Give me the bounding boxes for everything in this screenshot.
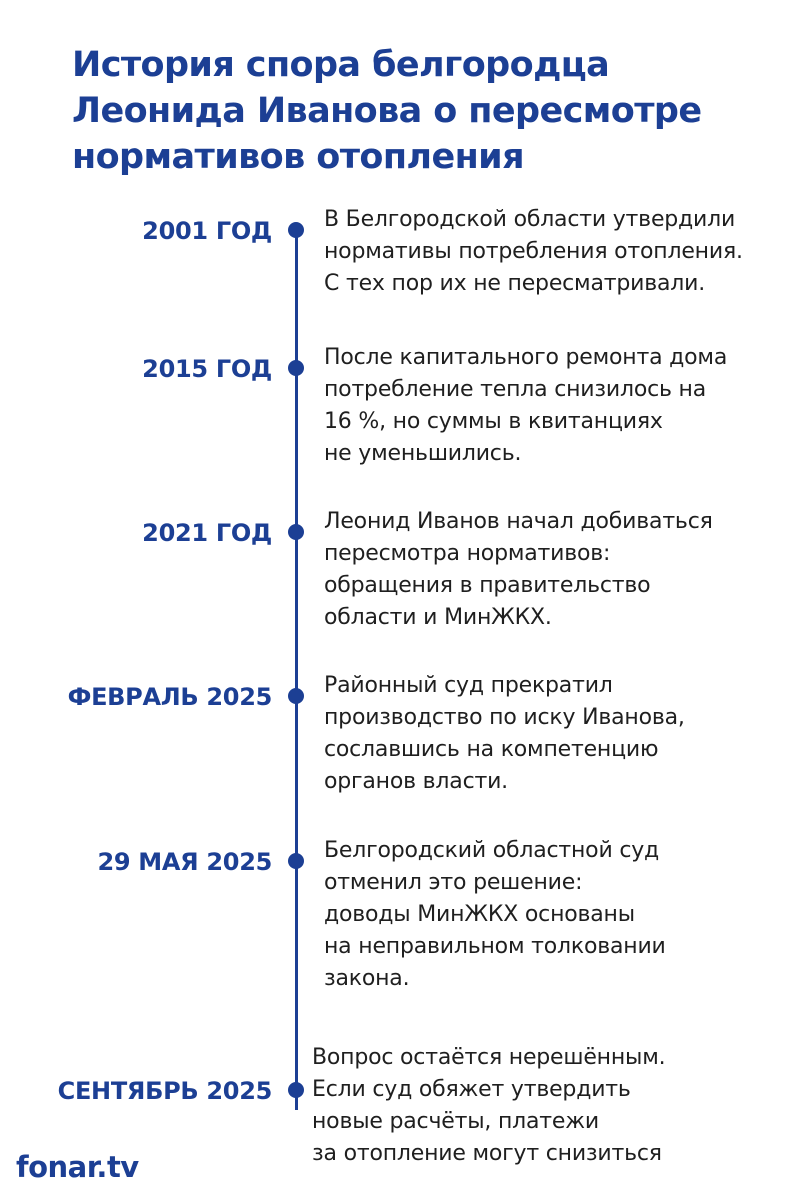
description-line: области и МинЖКХ. [324,605,552,630]
timeline-dot [288,360,304,376]
timeline-dot [288,853,304,869]
description-line: После капитального ремонта дома [324,345,728,370]
description-line: Районный суд прекратил [324,673,613,698]
description-line: В Белгородской области утвердили [324,207,736,232]
title-line: нормативов отопления [72,137,524,177]
description-line: на неправильном толковании [324,934,666,959]
description-line: Леонид Иванов начал добиваться [324,509,713,534]
page-title [72,42,752,180]
event-date: 2021 ГОД [142,519,272,547]
event-date: СЕНТЯБРЬ 2025 [57,1077,272,1105]
description-line: Если суд обяжет утвердить [312,1077,631,1102]
description-line: обращения в правительство [324,573,651,598]
event-date: 29 МАЯ 2025 [97,848,272,876]
description-line: нормативы потребления отопления. [324,239,743,264]
description-line: не уменьшились. [324,441,522,466]
description-line: органов власти. [324,769,508,794]
event-date: ФЕВРАЛЬ 2025 [67,683,272,711]
description-line: сославшись на компетенцию [324,737,659,762]
brand-logo: fonar.tv [16,1150,139,1184]
description-line: новые расчёты, платежи [312,1109,599,1134]
event-description [324,342,794,470]
event-date: 2001 ГОД [142,217,272,245]
description-line: отменил это решение: [324,870,583,895]
title-line: История спора белгородца [72,45,610,85]
timeline-dot [288,222,304,238]
timeline-dot [288,524,304,540]
event-description [324,506,794,634]
description-line: производство по иску Иванова, [324,705,685,730]
description-line: 16 %, но суммы в квитанциях [324,409,663,434]
description-line: потребление тепла снизилось на [324,377,707,402]
event-description [312,1042,782,1170]
description-line: С тех пор их не пересматривали. [324,271,706,296]
description-line: Белгородский областной суд [324,838,660,863]
description-line: Вопрос остаётся нерешённым. [312,1045,666,1070]
description-line: закона. [324,966,410,991]
timeline-dot [288,688,304,704]
event-description [324,835,794,995]
description-line: доводы МинЖКХ основаны [324,902,635,927]
description-line: пересмотра нормативов: [324,541,611,566]
timeline-dot [288,1082,304,1098]
event-description [324,670,794,798]
title-line: Леонида Иванова о пересмотре [72,91,702,131]
event-date: 2015 ГОД [142,355,272,383]
description-line: за отопление могут снизиться [312,1141,662,1166]
event-description [324,204,794,300]
